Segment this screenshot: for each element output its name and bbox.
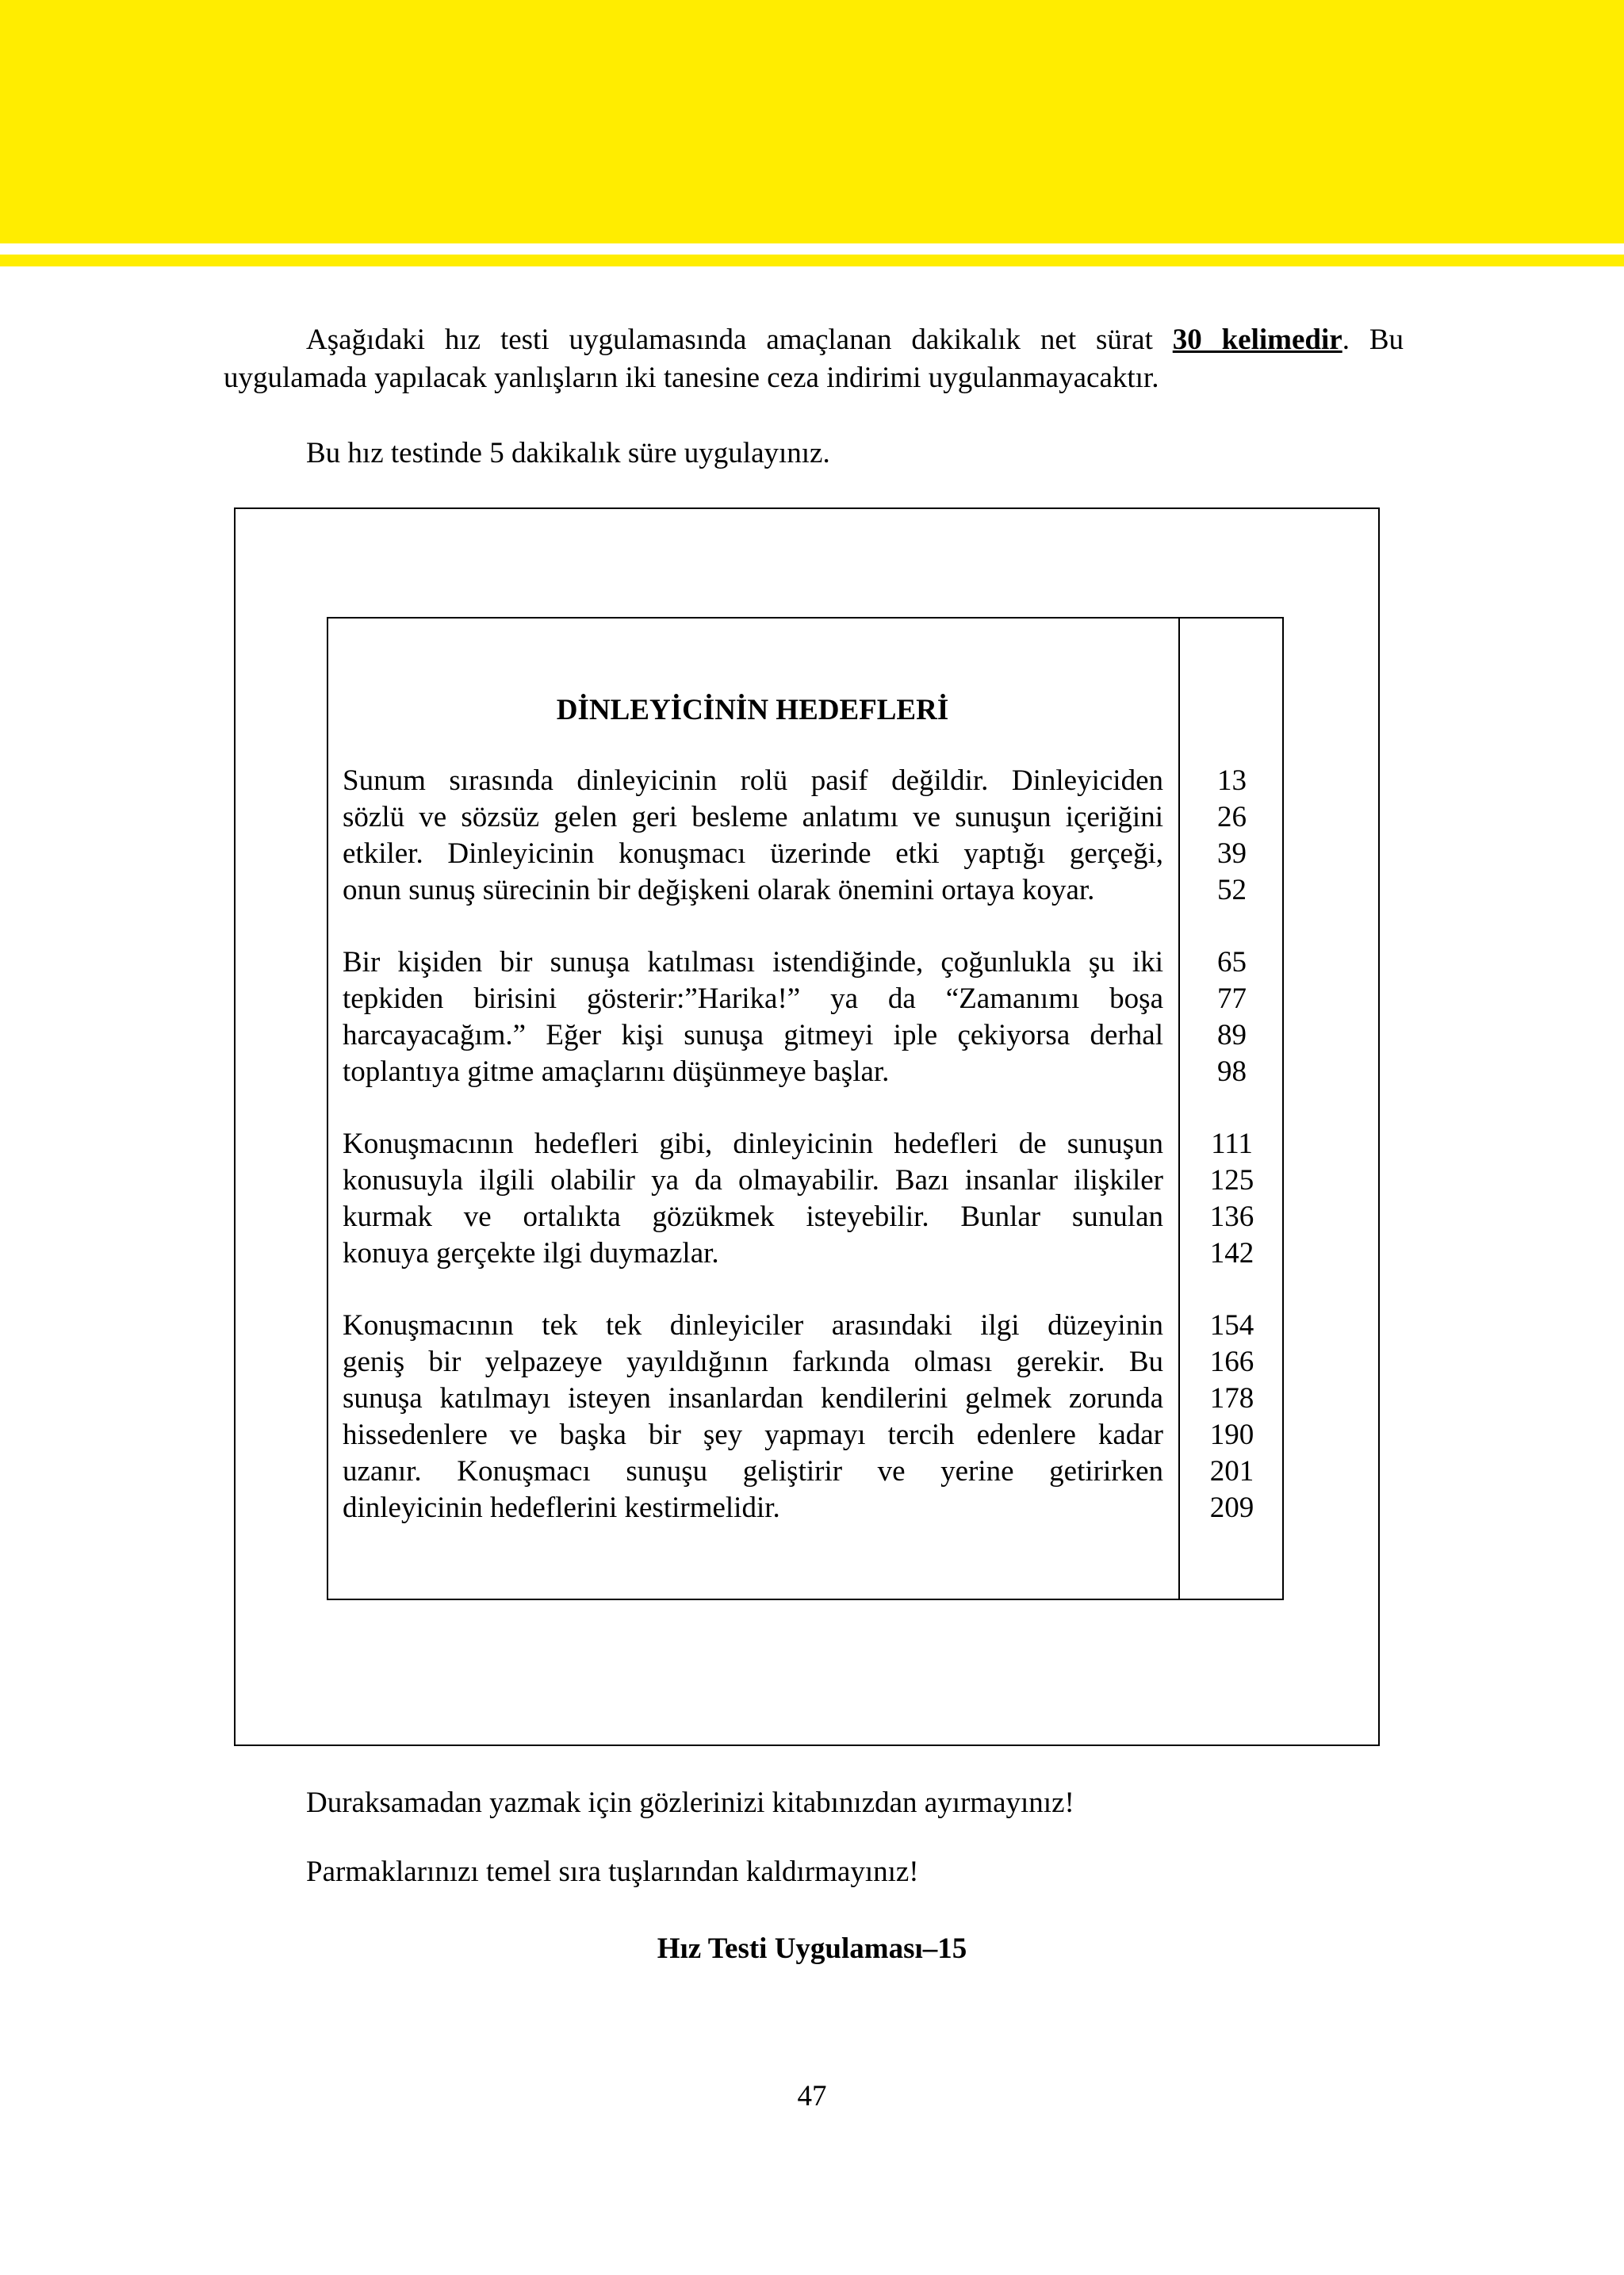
tip-eyes: Duraksamadan yazmak için gözlerinizi kitabınızdan ayırmayınız!: [306, 1787, 1074, 1819]
word-count: 209: [1209, 1492, 1254, 1524]
word-count: 125: [1209, 1164, 1254, 1197]
intro-text-start: Aşağıdaki hız testi uygulamasında amaçlanan dakikalık net sürat: [306, 324, 1173, 356]
passage-line: Konuşmacının tek tek dinleyiciler arasındaki ilgi düzeyinin: [343, 1309, 1163, 1342]
word-count-group: [1180, 1308, 1284, 1526]
header-band-line: [0, 255, 1624, 266]
passage-line: etkiler. Dinleyicinin konuşmacı üzerinde etki yaptığı gerçeği,: [343, 837, 1163, 870]
passage-line: geniş bir yelpazeye yayıldığının farkında olması gerekir. Bu: [343, 1346, 1163, 1378]
passage-line: Bir kişiden bir sunuşa katılması istendiğinde, çoğunlukla şu iki: [343, 946, 1163, 979]
passage-title: DİNLEYİCİNİN HEDEFLERİ: [556, 694, 949, 726]
intro-paragraph: [224, 321, 1404, 397]
passage-paragraph: [343, 1308, 1163, 1526]
intro-text-end: . Bu uygulamada yapılacak yanlışların iki tanesine ceza indirimi uygulanmayacaktır.: [224, 324, 1404, 394]
word-count: 142: [1209, 1237, 1254, 1270]
passage-line: dinleyicinin hedeflerini kestirmelidir.: [343, 1492, 780, 1524]
passage-line: kurmak ve ortalıkta gözükmek isteyebilir. Bunlar sunulan: [343, 1201, 1163, 1233]
passage-line: toplantıya gitme amaçlarını düşünmeye başlar.: [343, 1055, 890, 1088]
word-count: 111: [1211, 1128, 1253, 1160]
word-count: 154: [1209, 1309, 1254, 1342]
word-count: 89: [1217, 1019, 1247, 1051]
target-speed: 30 kelimedir: [1172, 324, 1342, 356]
word-count: 166: [1209, 1346, 1254, 1378]
passage-paragraph: [343, 944, 1163, 1090]
word-count-group: [1180, 1126, 1284, 1272]
tip-fingers: Parmaklarınızı temel sıra tuşlarından kaldırmayınız!: [306, 1856, 919, 1888]
passage-line: onun sunuş sürecinin bir değişkeni olarak önemini ortaya koyar.: [343, 874, 1095, 906]
word-count: 26: [1217, 801, 1247, 833]
word-count: 178: [1209, 1382, 1254, 1415]
passage-line: sunuşa katılmayı isteyen insanlardan kendilerini gelmek zorunda: [343, 1382, 1163, 1415]
word-count: 52: [1217, 874, 1247, 906]
passage-line: tepkiden birisini gösterir:”Harika!” ya da “Zamanımı boşa: [343, 982, 1163, 1015]
duration-note: Bu hız testinde 5 dakikalık süre uygulayınız.: [306, 437, 830, 469]
word-count: 39: [1217, 837, 1247, 870]
word-count: 201: [1209, 1455, 1254, 1488]
exercise-caption: Hız Testi Uygulaması–15: [657, 1932, 967, 1965]
header-band: [0, 0, 1624, 243]
passage-line: Konuşmacının hedefleri gibi, dinleyicinin hedefleri de sunuşun: [343, 1128, 1163, 1160]
word-count: 65: [1217, 946, 1247, 979]
passage-line: konuya gerçekte ilgi duymazlar.: [343, 1237, 719, 1270]
passage-line: hissedenlere ve başka bir şey yapmayı tercih edenlere kadar: [343, 1419, 1163, 1451]
passage-line: sözlü ve sözsüz gelen geri besleme anlatımı ve sunuşun içeriğini: [343, 801, 1163, 833]
word-count: 190: [1209, 1419, 1254, 1451]
page-number: 47: [797, 2080, 827, 2112]
word-count: 136: [1209, 1201, 1254, 1233]
word-count: 77: [1217, 982, 1247, 1015]
word-count: 13: [1217, 764, 1247, 797]
passage-paragraph: [343, 1126, 1163, 1272]
passage-line: harcayacağım.” Eğer kişi sunuşa gitmeyi iple çekiyorsa derhal: [343, 1019, 1163, 1051]
passage-line: uzanır. Konuşmacı sunuşu geliştirir ve yerine getirirken: [343, 1455, 1163, 1488]
word-count-group: [1180, 763, 1284, 909]
passage-line: Sunum sırasında dinleyicinin rolü pasif değildir. Dinleyiciden: [343, 764, 1163, 797]
passage-paragraph: [343, 763, 1163, 909]
passage-line: konusuyla ilgili olabilir ya da olmayabilir. Bazı insanlar ilişkiler: [343, 1164, 1163, 1197]
word-count: 98: [1217, 1055, 1247, 1088]
word-count-group: [1180, 944, 1284, 1090]
